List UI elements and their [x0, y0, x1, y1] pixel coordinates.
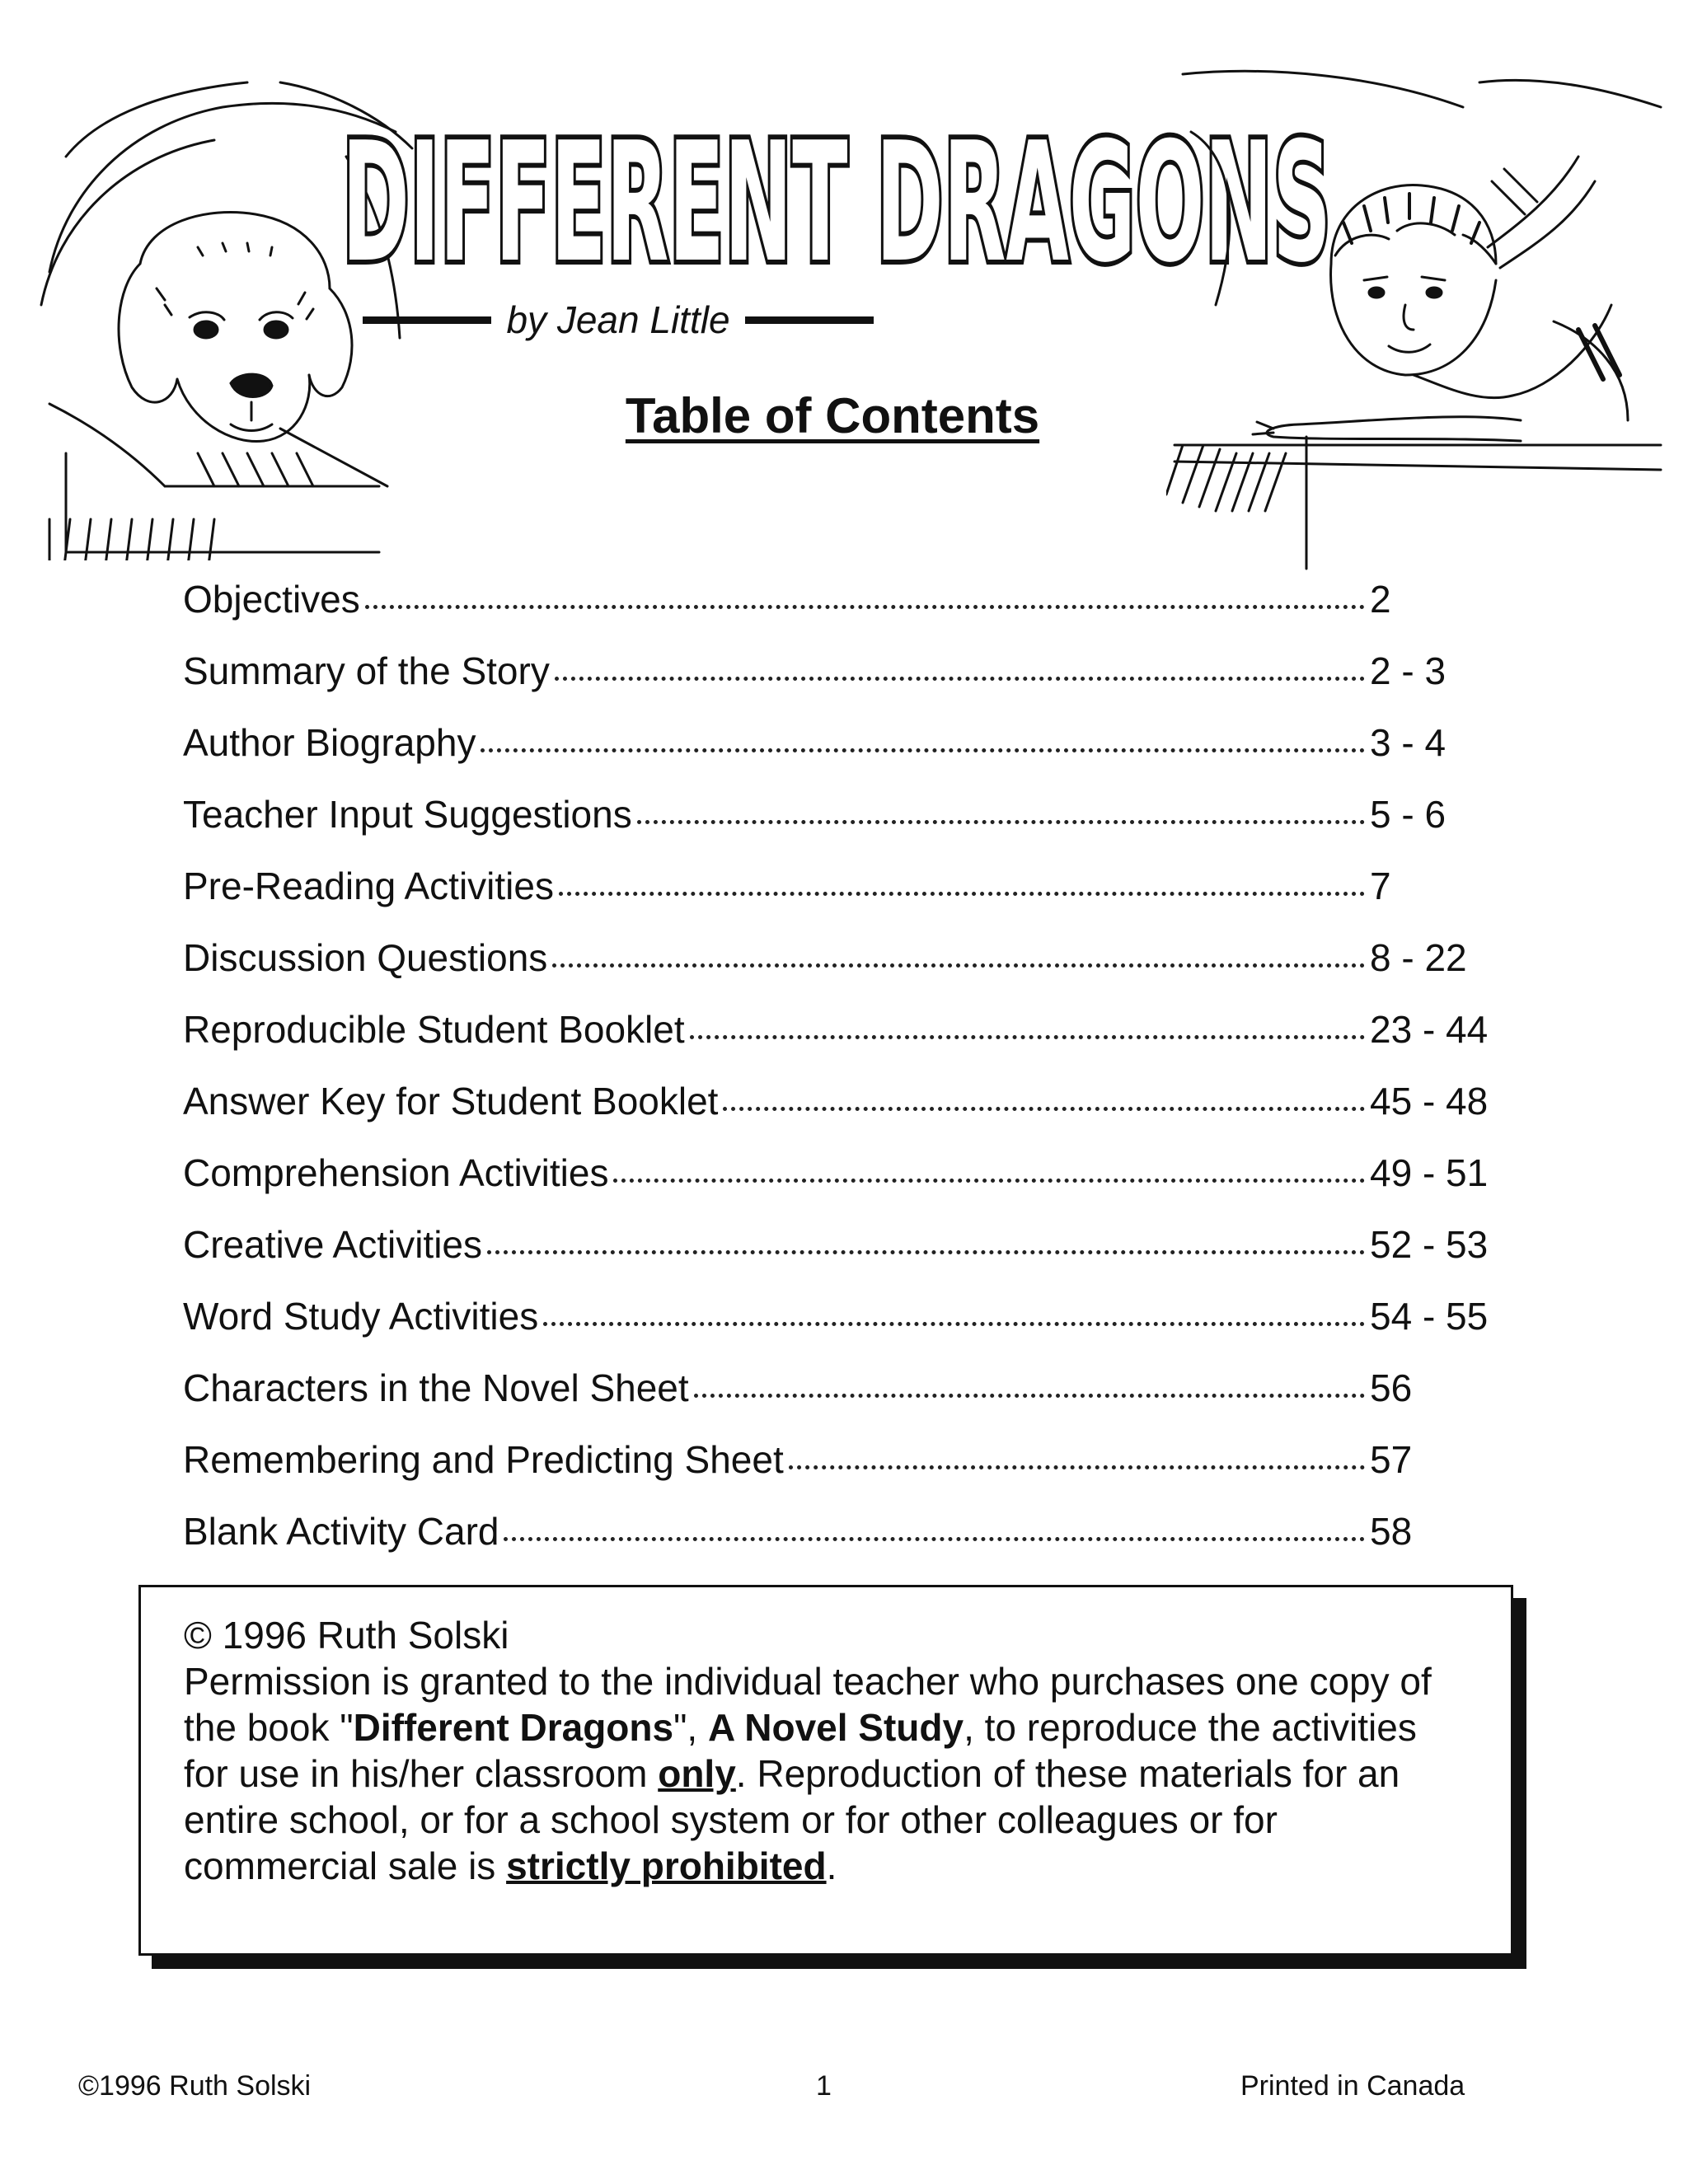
toc-entry-pages: 52 - 53: [1370, 1223, 1489, 1266]
notice-text-part: ",: [673, 1706, 708, 1749]
notice-only: only: [658, 1752, 736, 1795]
toc-entry: [183, 935, 1535, 993]
toc-entry: [183, 1079, 1535, 1137]
toc-entry: [183, 792, 1535, 850]
toc-entry-title: Author Biography: [183, 721, 476, 764]
toc-entry: [183, 649, 1535, 706]
notice-text-part: . Reproduction of these materials for an entire school, or for a school system or for other colleagues or for commercial sale is: [184, 1752, 1400, 1887]
header: [0, 0, 1688, 569]
toc-entry-title: Comprehension Activities: [183, 1151, 609, 1194]
toc-entry-title: Objectives: [183, 578, 360, 621]
toc-entry-title: Pre-Reading Activities: [183, 865, 554, 907]
toc-entry-pages: 3 - 4: [1370, 721, 1447, 764]
byline: [363, 287, 874, 353]
notice-text-part: , to reproduce the activities for use in his/her classroom: [184, 1706, 1417, 1795]
toc-entry-pages: 5 - 6: [1370, 793, 1447, 836]
toc-leader-dots: [552, 963, 1365, 968]
toc-leader-dots: [487, 1250, 1365, 1254]
toc-entry-pages: 58: [1370, 1510, 1413, 1553]
toc-leader-dots: [694, 1394, 1365, 1398]
toc-leader-dots: [559, 892, 1365, 896]
toc-entry-pages: 8 - 22: [1370, 936, 1467, 979]
toc-entry-title: Answer Key for Student Booklet: [183, 1080, 719, 1122]
toc-entry-title: Remembering and Predicting Sheet: [183, 1438, 784, 1481]
footer-printed-in: Printed in Canada: [1240, 2070, 1465, 2102]
toc-leader-dots: [789, 1465, 1365, 1469]
toc-entry-pages: 49 - 51: [1370, 1151, 1489, 1194]
toc-entry: [183, 1437, 1535, 1495]
toc-entry: [183, 1222, 1535, 1280]
toc-entry-pages: 23 - 44: [1370, 1008, 1489, 1051]
notice-copyright: © 1996 Ruth Solski: [184, 1614, 509, 1657]
copyright-notice-box: [138, 1585, 1513, 1956]
byline-rule-right: [745, 316, 874, 324]
toc-leader-dots: [365, 605, 1365, 609]
toc-entry-title: Summary of the Story: [183, 649, 550, 692]
toc-entry-pages: 7: [1370, 865, 1391, 907]
toc-entry-pages: 54 - 55: [1370, 1295, 1489, 1338]
toc-leader-dots: [481, 748, 1365, 752]
notice-text-part: .: [826, 1844, 837, 1887]
boy-illustration-icon: [1166, 58, 1677, 577]
notice-book-title: Different Dragons: [353, 1706, 674, 1749]
toc-entry: [183, 720, 1535, 778]
toc-leader-dots: [690, 1035, 1365, 1039]
toc-entry-pages: 2: [1370, 578, 1391, 621]
toc-heading: Table of Contents: [625, 388, 1040, 443]
toc-entry: [183, 864, 1535, 921]
byline-text: by Jean Little: [506, 298, 730, 341]
footer-copyright: ©1996 Ruth Solski: [78, 2070, 312, 2102]
notice-text-part: Permission is granted to the individual teacher who purchases one copy of the book ": [184, 1660, 1432, 1749]
svg-text:DIFFERENT DRAGONS: DIFFERENT DRAGONS: [342, 107, 1331, 299]
toc-leader-dots: [613, 1179, 1365, 1183]
notice-prohibited: strictly prohibited: [506, 1844, 827, 1887]
toc-leader-dots: [555, 677, 1365, 681]
notice-permission-text: [184, 1658, 1468, 1889]
toc-entry: [183, 1366, 1535, 1423]
toc-entry: [183, 1007, 1535, 1065]
toc-entry: [183, 1151, 1535, 1208]
toc-entry-title: Creative Activities: [183, 1223, 483, 1266]
toc-leader-dots: [723, 1107, 1365, 1111]
toc-entry-title: Teacher Input Suggestions: [183, 793, 632, 836]
toc-entry-title: Reproducible Student Booklet: [183, 1008, 685, 1051]
toc-entry-pages: 56: [1370, 1366, 1413, 1409]
svg-text:DIFFERENT DRAGONS: DIFFERENT DRAGONS: [342, 107, 1331, 299]
toc-leader-dots: [637, 820, 1365, 824]
toc-entry-pages: 2 - 3: [1370, 649, 1447, 692]
toc-leader-dots: [543, 1322, 1365, 1326]
byline-rule-left: [363, 316, 491, 324]
toc-entry: [183, 1509, 1535, 1567]
toc-entry-pages: 57: [1370, 1438, 1413, 1481]
notice-novel-study: A Novel Study: [707, 1706, 964, 1749]
toc-entry-title: Blank Activity Card: [183, 1510, 499, 1553]
toc-entry-pages: 45 - 48: [1370, 1080, 1489, 1122]
toc-leader-dots: [504, 1537, 1365, 1541]
toc-entry-title: Word Study Activities: [183, 1295, 539, 1338]
toc-entry: [183, 577, 1535, 635]
page-number: 1: [816, 2070, 832, 2102]
toc-entry: [183, 1294, 1535, 1352]
toc-entry-title: Characters in the Novel Sheet: [183, 1366, 689, 1409]
toc-entry-title: Discussion Questions: [183, 936, 548, 979]
footer: [0, 2070, 1688, 2120]
